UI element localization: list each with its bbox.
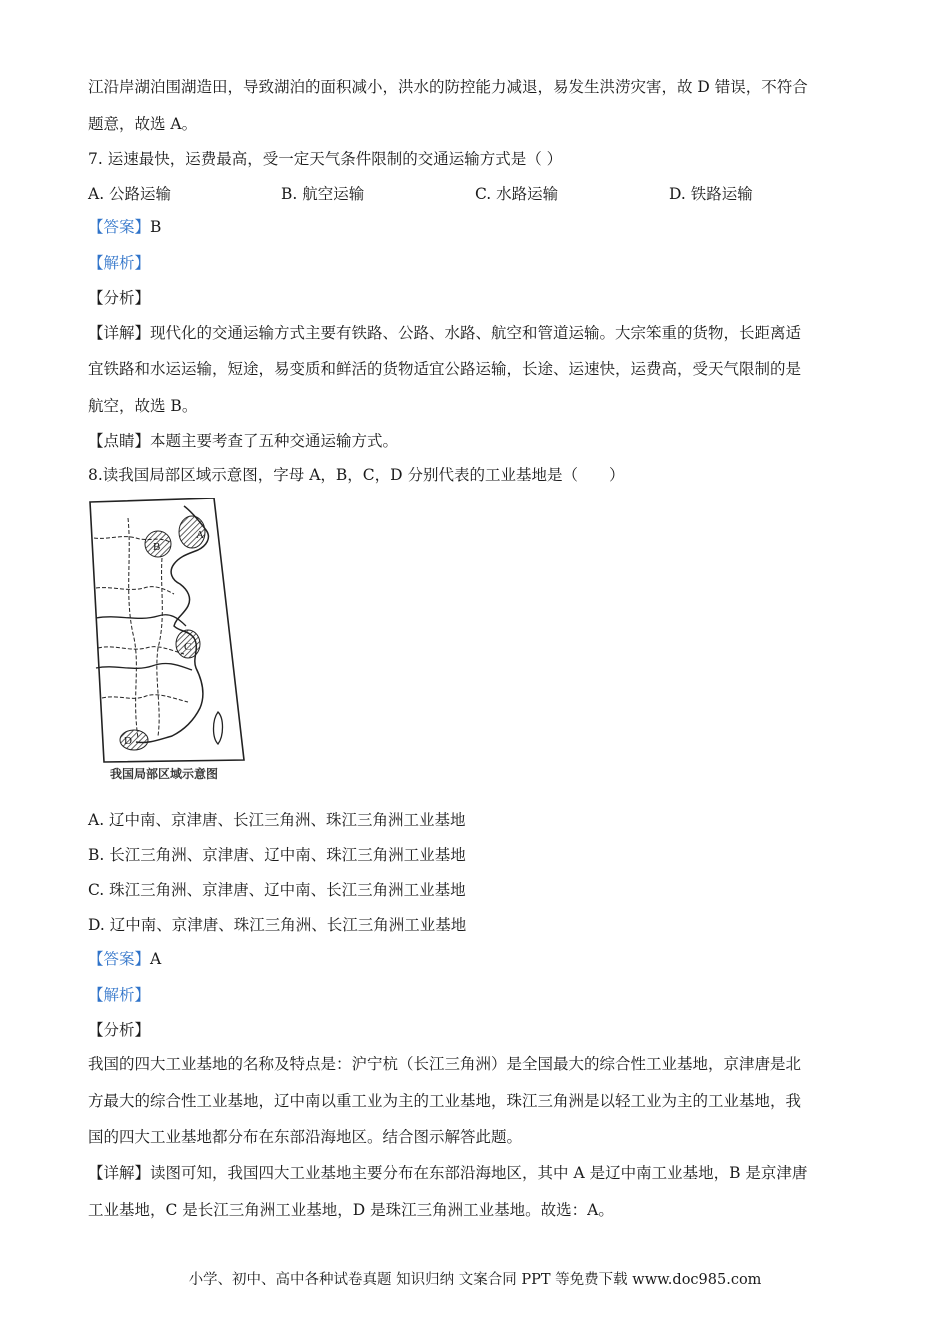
region-map-svg <box>88 498 252 784</box>
q8-detail-text-1: 读图可知，我国四大工业基地主要分布在东部沿海地区，其中 A 是辽中南工业基地，B 是京津唐 <box>150 1164 808 1182</box>
q8-fenxi-line-2: 方最大的综合性工业基地，辽中南以重工业为主的工业基地，珠江三角洲是以轻工业为主的工业基地，我 <box>88 1092 802 1110</box>
q7-dianjing-text: 本题主要考查了五种交通运输方式。 <box>150 432 399 450</box>
q7-fenxi-tag: 【分析】 <box>88 289 151 307</box>
prev-explanation-line-2: 题意，故选 A。 <box>88 115 198 133</box>
q7-dianjing-tag: 【点睛】 <box>88 432 151 450</box>
q7-answer-line <box>88 216 161 238</box>
q7-answer-tag: 【答案】 <box>88 218 151 236</box>
map-label-c: C <box>184 641 192 653</box>
q7-option-a: A. 公路运输 <box>88 185 172 203</box>
map-label-d: D <box>124 735 132 747</box>
q8-stem: 8.读我国局部区域示意图，字母 A，B，C，D 分别代表的工业基地是（ ） <box>88 466 625 484</box>
q7-jiexi-tag: 【解析】 <box>88 254 151 272</box>
q7-detail-tag: 【详解】 <box>88 324 151 342</box>
q7-option-b: B. 航空运输 <box>281 185 365 203</box>
q7-answer: B <box>150 218 162 236</box>
region-map-figure <box>88 498 252 784</box>
q8-detail-line-2: 工业基地，C 是长江三角洲工业基地，D 是珠江三角洲工业基地。故选：A。 <box>88 1201 614 1219</box>
q8-option-c: C. 珠江三角洲、京津唐、辽中南、长江三角洲工业基地 <box>88 881 466 899</box>
map-label-a: A <box>196 529 204 541</box>
q7-option-d: D. 铁路运输 <box>669 185 753 203</box>
q8-fenxi-line-1: 我国的四大工业基地的名称及特点是：沪宁杭（长江三角洲）是全国最大的综合性工业基地，京津唐是北 <box>88 1055 802 1073</box>
map-river <box>96 615 186 626</box>
q7-dianjing-line <box>88 430 398 452</box>
q8-answer: A <box>150 950 162 968</box>
q8-detail-tag: 【详解】 <box>88 1164 151 1182</box>
q8-fenxi-line-3: 国的四大工业基地都分布在东部沿海地区。结合图示解答此题。 <box>88 1128 523 1146</box>
prev-explanation-line-1: 江沿岸湖泊围湖造田，导致湖泊的面积减小，洪水的防控能力减退，易发生洪涝灾害，故 D 错误，不符合 <box>88 78 808 96</box>
q7-stem: 7. 运速最快，运费最高，受一定天气条件限制的交通运输方式是（ ） <box>88 150 563 168</box>
q8-detail-line-1 <box>88 1162 807 1184</box>
map-label-b: B <box>153 541 161 553</box>
page-footer: 小学、初中、高中各种试卷真题 知识归纳 文案合同 PPT 等免费下载 www.doc985.com <box>188 1272 762 1288</box>
q7-option-c: C. 水路运输 <box>475 185 559 203</box>
q7-detail-line-2: 宜铁路和水运运输，短途，易变质和鲜活的货物适宜公路运输，长途、运速快，运费高，受天气限制的是 <box>88 360 802 378</box>
q8-answer-tag: 【答案】 <box>88 950 151 968</box>
map-border <box>128 518 138 738</box>
q8-option-b: B. 长江三角洲、京津唐、辽中南、珠江三角洲工业基地 <box>88 846 466 864</box>
q7-detail-line-3: 航空，故选 B。 <box>88 397 198 415</box>
q8-option-a: A. 辽中南、京津唐、长江三角洲、珠江三角洲工业基地 <box>88 811 466 829</box>
map-border <box>98 647 184 654</box>
q8-fenxi-tag: 【分析】 <box>88 1021 151 1039</box>
q8-answer-line <box>88 948 161 970</box>
map-caption: 我国局部区域示意图 <box>110 767 219 781</box>
map-river <box>96 663 192 670</box>
q8-option-d: D. 辽中南、京津唐、珠江三角洲、长江三角洲工业基地 <box>88 916 467 934</box>
q7-detail-text-1: 现代化的交通运输方式主要有铁路、公路、水路、航空和管道运输。大宗笨重的货物，长距离适 <box>150 324 802 342</box>
q7-detail-line-1 <box>88 322 801 344</box>
q8-jiexi-tag: 【解析】 <box>88 986 151 1004</box>
map-border <box>102 695 188 702</box>
map-island <box>214 712 223 744</box>
